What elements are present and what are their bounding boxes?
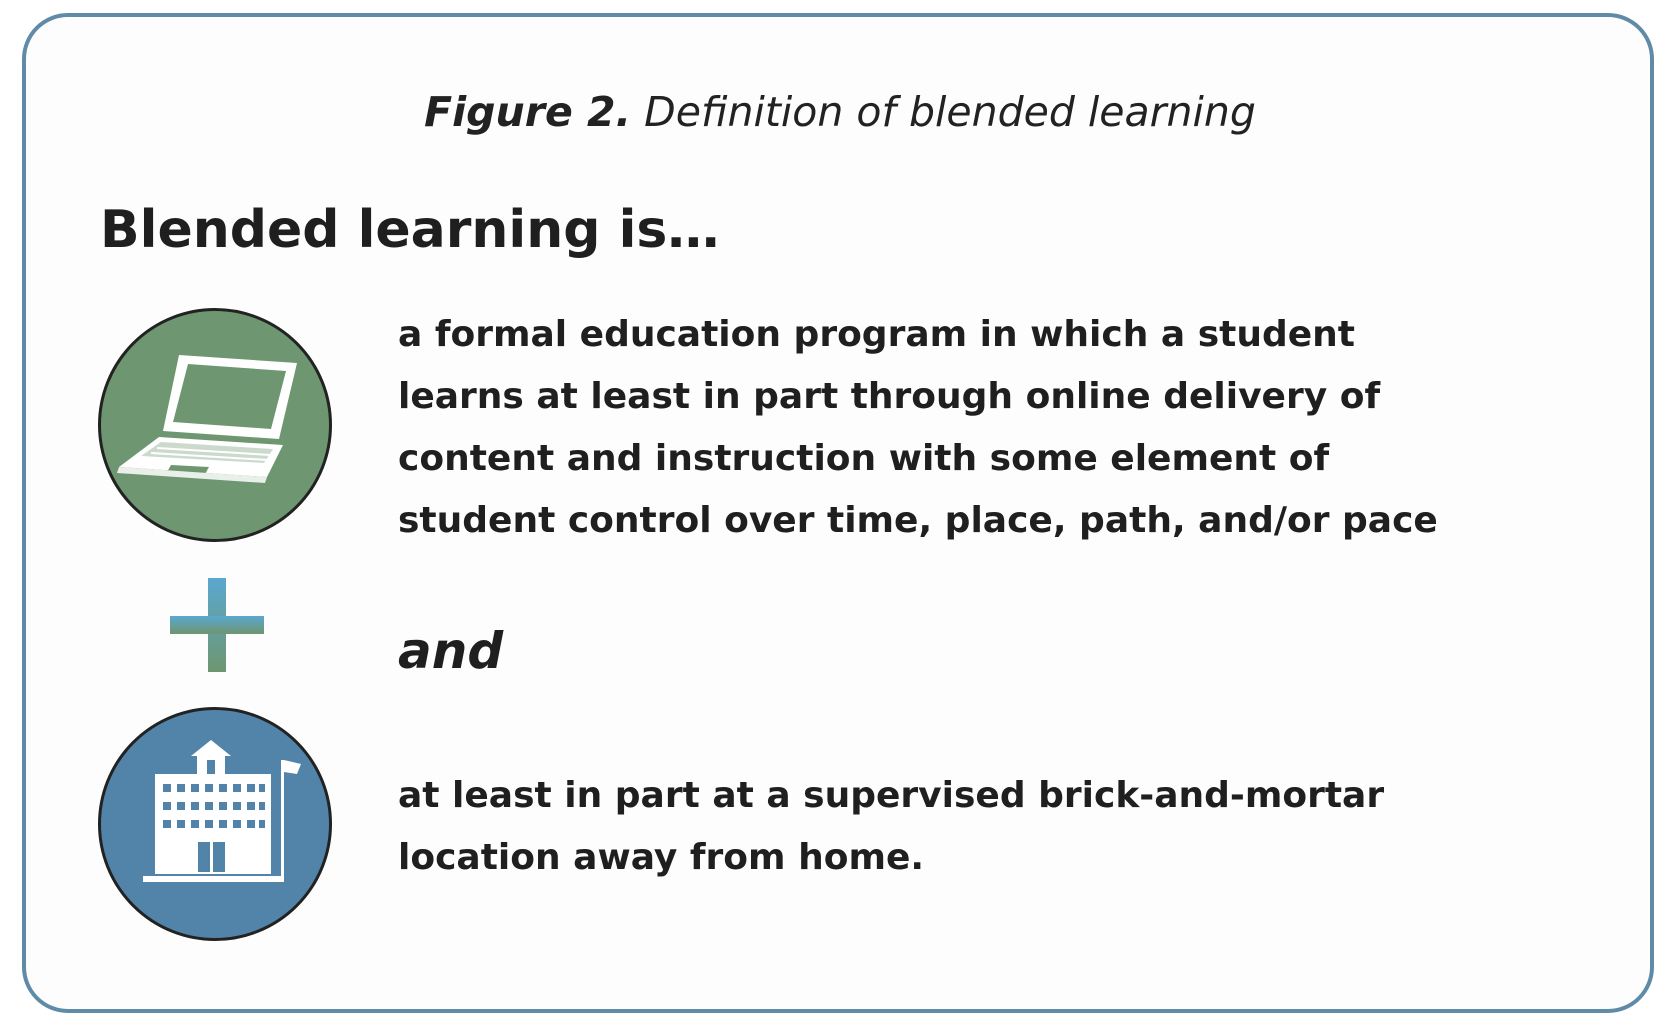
- physical-definition-line: at least in part at a supervised brick-and-mortar: [398, 775, 1385, 816]
- physical-definition: [398, 765, 1384, 889]
- online-definition-line: a formal education program in which a student: [398, 314, 1356, 355]
- school-building-icon: [98, 707, 332, 941]
- physical-definition-line: location away from home.: [398, 837, 925, 878]
- connector-word: and: [398, 622, 504, 680]
- figure-caption-label: Figure 2.: [424, 88, 632, 136]
- online-definition-line: learns at least in part through online delivery of: [398, 376, 1381, 417]
- online-definition: [398, 304, 1438, 552]
- plus-icon: [170, 578, 264, 672]
- online-definition-line: student control over time, place, path, and/or pace: [398, 500, 1438, 541]
- figure-caption-text: Definition of blended learning: [631, 88, 1256, 136]
- heading: Blended learning is…: [100, 200, 720, 260]
- online-definition-line: content and instruction with some element of: [398, 438, 1330, 479]
- figure-caption: [0, 88, 1680, 136]
- laptop-icon: [98, 308, 332, 542]
